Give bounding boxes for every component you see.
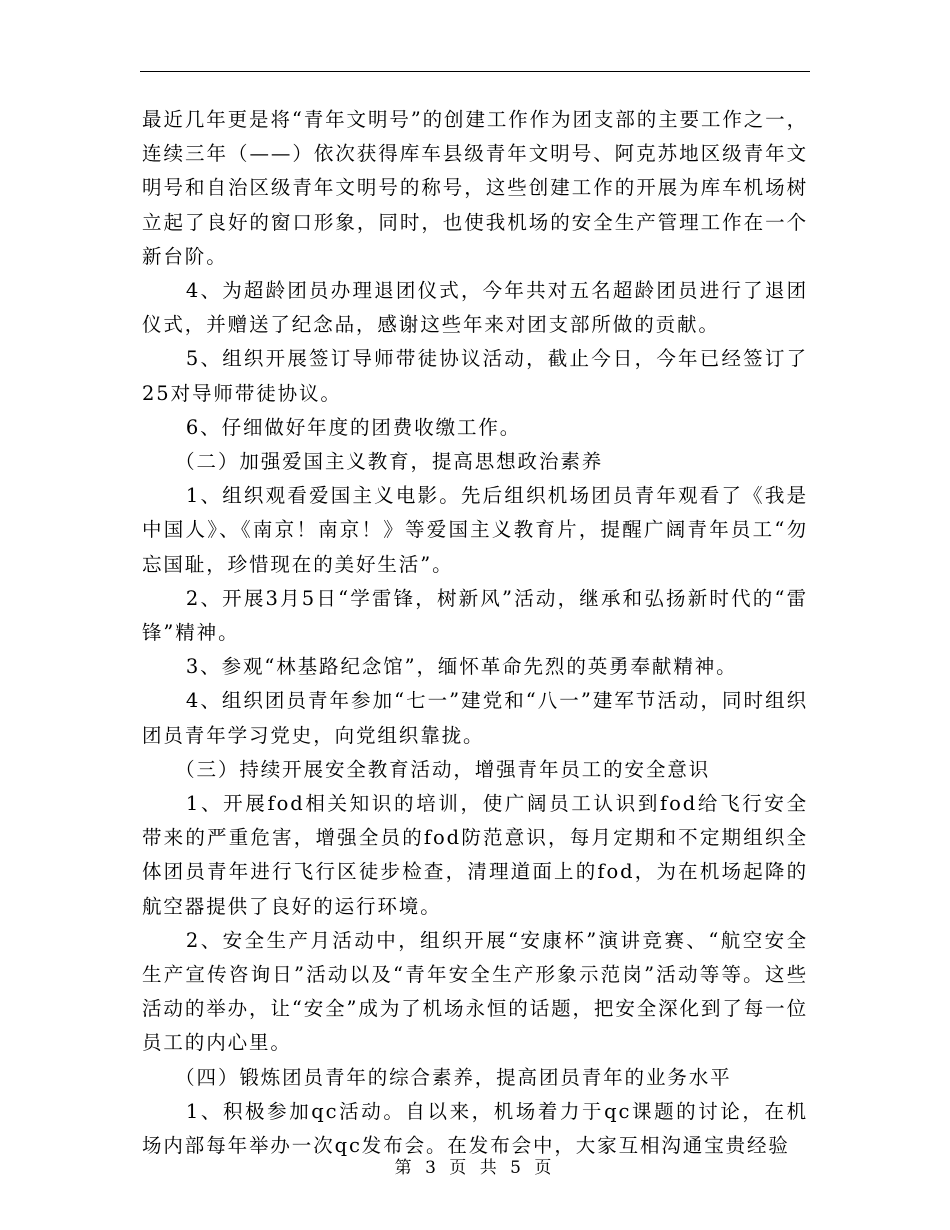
paragraph: 最近几年更是将“青年文明号”的创建工作作为团支部的主要工作之一，连续三年（——）依次获得库车县级青年文明号、阿克苏地区级青年文明号和自治区级青年文明号的称号，这些创建工作的开展为库车机场树立起了良好的窗口形象，同时，也使我机场的安全生产管理工作在一个新台阶。 <box>142 108 808 268</box>
paragraph: 1、组织观看爱国主义电影。先后组织机场团员青年观看了《我是中国人》、《南京！南京！》等爱国主义教育片，提醒广阔青年员工“勿忘国耻，珍惜现在的美好生活”。 <box>142 484 808 576</box>
page-footer: 第 3 页 共 5 页 <box>394 1158 556 1178</box>
paragraph: 5、组织开展签订导师带徒协议活动，截止今日，今年已经签订了25对导师带徒协议。 <box>142 347 808 405</box>
paragraph: 4、为超龄团员办理退团仪式，今年共对五名超龄团员进行了退团仪式，并赠送了纪念品，感谢这些年来对团支部所做的贡献。 <box>142 279 808 337</box>
document-body <box>142 103 808 1163</box>
paragraph: 2、安全生产月活动中，组织开展“安康杯”演讲竞赛、“航空安全生产宣传咨询日”活动以及“青年安全生产形象示范岗”活动等等。这些活动的举办，让“安全”成为了机场永恒的话题，把安全深化到了每一位员工的内心里。 <box>142 928 808 1055</box>
paragraph: 2、开展3月5日“学雷锋，树新风”活动，继承和弘扬新时代的“雷锋”精神。 <box>142 586 808 645</box>
section-heading: （三）持续开展安全教育活动，增强青年员工的安全意识 <box>175 757 711 781</box>
paragraph: 1、开展fod相关知识的培训，使广阔员工认识到fod给飞行安全带来的严重危害，增强全员的fod防范意识，每月定期和不定期组织全体团员青年进行飞行区徒步检查，清理道面上的fod，为在机场起降的航空器提供了良好的运行环境。 <box>142 792 808 918</box>
paragraph: 1、积极参加qc活动。自以来，机场着力于qc课题的讨论，在机场内部每年举办一次qc发布会。在发布会中，大家互相沟通宝贵经验 <box>142 1099 808 1158</box>
section-heading: （四）锻炼团员青年的综合素养，提高团员青年的业务水平 <box>175 1065 732 1089</box>
section-heading: （二）加强爱国主义教育，提高思想政治素养 <box>175 450 604 474</box>
header-rule <box>140 71 810 72</box>
paragraph: 4、组织团员青年参加“七一”建党和“八一”建军节活动，同时组织团员青年学习党史，向党组织靠拢。 <box>142 689 808 747</box>
paragraph: 3、参观“林基路纪念馆”，缅怀革命先烈的英勇奉献精神。 <box>185 655 738 679</box>
paragraph: 6、仔细做好年度的团费收缴工作。 <box>185 415 522 439</box>
